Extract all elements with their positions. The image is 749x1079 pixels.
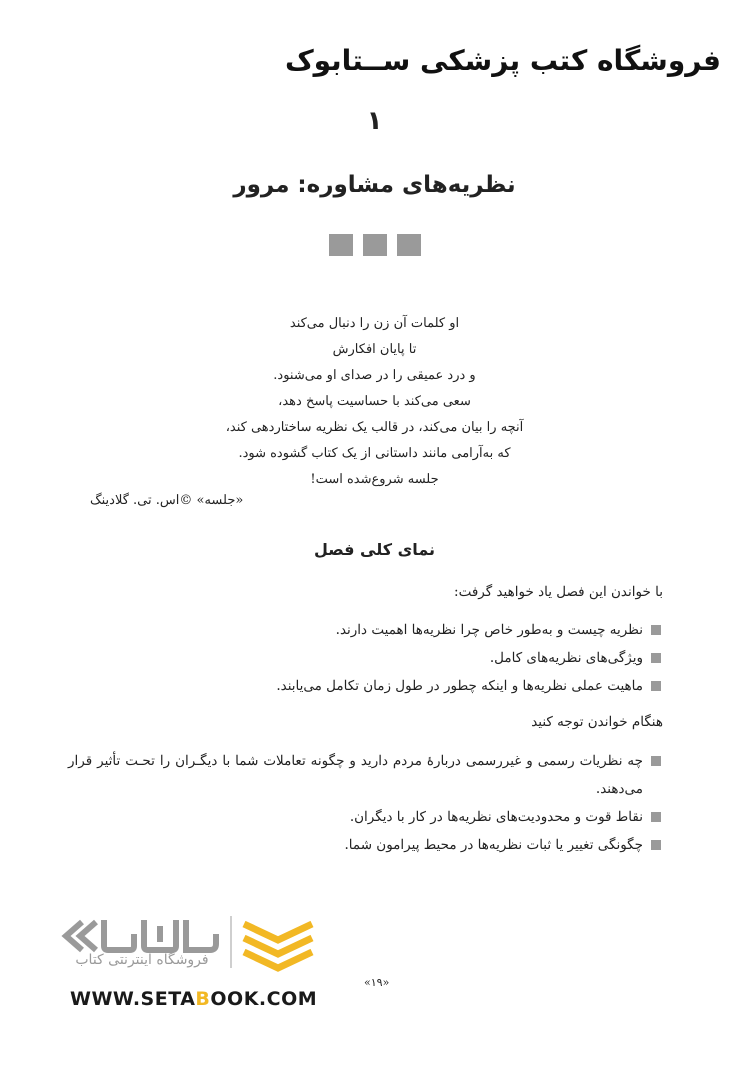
page-number: «۱۹» — [364, 976, 390, 989]
list-item — [68, 747, 661, 803]
chapter-ornament — [0, 234, 749, 256]
poem-attribution: «جلسه» ©اس. تی. گلادینگ — [90, 493, 244, 508]
attention-list — [68, 747, 661, 859]
epigraph-poem — [0, 311, 749, 493]
logo-caption: فروشگاه اینترنتی کتاب — [75, 952, 209, 968]
square-bullet-icon — [651, 681, 661, 691]
learning-objectives-list — [276, 616, 661, 700]
list-item-text: چگونگی تغییر یا ثبات نظریه‌ها در محیط پیرامون شما. — [344, 837, 643, 853]
square-bullet-icon — [651, 840, 661, 850]
logo-chevron-icon — [80, 922, 96, 950]
chapter-number: ۱ — [366, 106, 383, 136]
list-item-text: ویژگی‌های نظریه‌های کامل. — [489, 650, 643, 666]
ornament-square — [363, 234, 387, 256]
poem-line: او کلمات آن زن را دنبال می‌کند — [289, 316, 460, 331]
list-item-text: نقاط قوت و محدودیت‌های نظریه‌ها در کار با دیگران. — [349, 809, 643, 825]
poem-line: تا پایان افکارش — [332, 342, 417, 357]
chapter-title: نظریه‌های مشاوره: مرور — [233, 172, 516, 198]
square-bullet-icon — [651, 812, 661, 822]
square-bullet-icon — [651, 756, 661, 766]
list-item-text: چه نظریات رسمی و غیررسمی دربارهٔ مردم دارید و چگونه تعاملات شما با دیگـران را تحـت تأثیر قرار می‌دهند. — [68, 753, 643, 797]
ornament-square — [397, 234, 421, 256]
logo-letter-icon — [104, 920, 134, 950]
square-bullet-icon — [651, 625, 661, 635]
list-item — [68, 803, 661, 831]
list-item — [276, 672, 661, 700]
poem-line: سعی می‌کند با حساسیت پاسخ دهد، — [278, 394, 471, 409]
poem-line: جلسه شروع‌شده است! — [310, 472, 439, 487]
square-bullet-icon — [651, 653, 661, 663]
site-url — [70, 988, 317, 1010]
list-item — [276, 616, 661, 644]
list-item — [276, 644, 661, 672]
site-url-accent: B — [195, 988, 211, 1010]
list-item — [68, 831, 661, 859]
list-item-text: ماهیت عملی نظریه‌ها و اینکه چطور در طول زمان تکامل می‌یابند. — [276, 678, 643, 694]
poem-line: و درد عمیقی را در صدای او می‌شنود. — [273, 368, 476, 383]
logo-divider — [230, 916, 232, 968]
logo-book-icon — [244, 924, 312, 940]
poem-line: آنچه را بیان می‌کند، در قالب یک نظریه ساختاردهی کند، — [225, 420, 524, 435]
poem-line: که به‌آرامی مانند داستانی از یک کتاب گشوده شود. — [238, 446, 511, 461]
overview-intro: با خواندن این فصل یاد خواهید گرفت: — [454, 584, 663, 600]
ornament-square — [329, 234, 353, 256]
list-item-text: نظریه چیست و به‌طور خاص چرا نظریه‌ها اهمیت دارند. — [335, 622, 643, 638]
section-heading: نمای کلی فصل — [313, 540, 436, 559]
site-url-part: OOK.COM — [210, 988, 318, 1010]
attention-intro: هنگام خواندن توجه کنید — [531, 714, 663, 730]
site-url-part: WWW.SETA — [70, 988, 196, 1010]
logo-letter-icon — [186, 920, 216, 950]
page-header-title: فروشگاه کتب پزشکی ســتابوک — [284, 44, 721, 77]
